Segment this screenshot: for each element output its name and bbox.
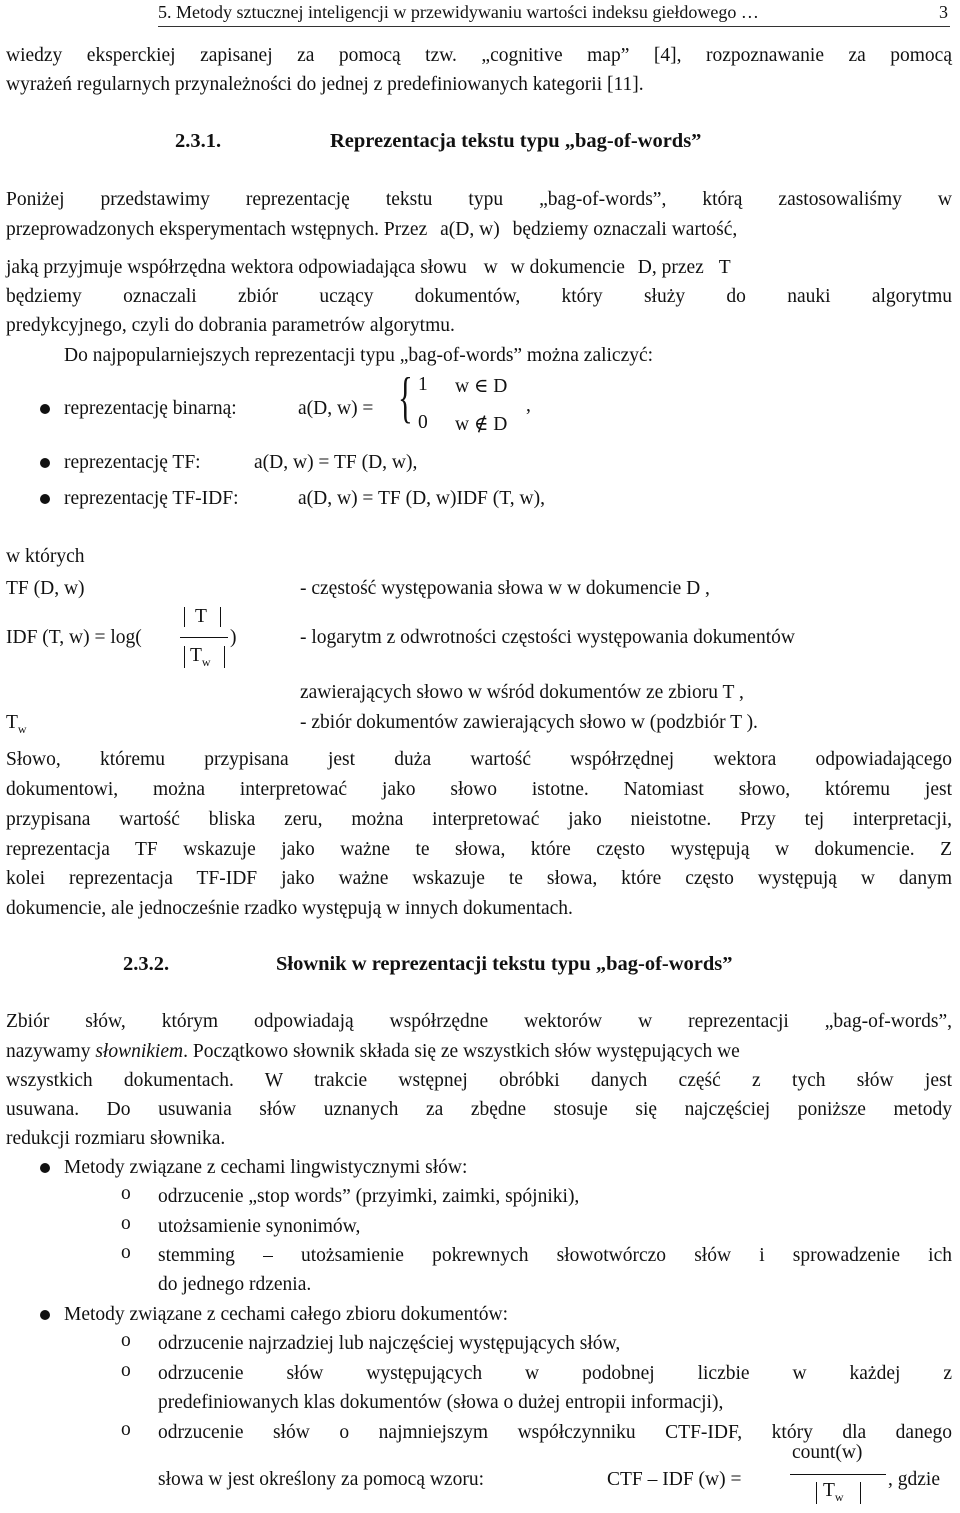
def-tf-symbol: TF (D, w)	[6, 578, 85, 599]
def-tw-symbol: $T_w$	[6, 712, 27, 736]
abs-bar	[220, 607, 221, 627]
case0-condition: w ∉ D	[455, 414, 508, 435]
sub-list-item: utożsamienie synonimów,	[158, 1216, 361, 1237]
body-line: dokumentowi, można interpretować jako słowo istotne. Natomiast słowo, któremu jest	[6, 779, 952, 800]
body-line: Zbiór słów, którym odpowiadają współrzędne wektorów w reprezentacji „bag-of-words”,	[6, 1011, 952, 1032]
sub-list-item: odrzucenie najrzadziej lub najczęściej występujących słów,	[158, 1333, 621, 1354]
body-line: będziemy oznaczali zbiór uczący dokumentów, który służy do nauki algorytmu	[6, 286, 952, 307]
def-tw-desc: - zbiór dokumentów zawierających słowo w (podzbiór T ).	[300, 712, 758, 733]
sub-list-item: słowa w jest określony za pomocą wzoru:	[158, 1469, 484, 1490]
abs-bar	[224, 646, 225, 668]
body-line: jaką przyjmuje współrzędna wektora odpowiadająca słowu w w dokumencie D, przez T	[6, 257, 731, 278]
fraction-bar	[180, 637, 228, 638]
body-line: wiedzy eksperckiej zapisanej za pomocą tzw. „cognitive map” [4], rozpoznawanie za pomocą	[6, 45, 952, 66]
sub-bullet-marker: o	[121, 1213, 131, 1234]
section-number: 2.3.2.	[123, 953, 170, 975]
case1-condition: w ∈ D	[455, 376, 508, 397]
header-title: 5. Metody sztucznej inteligencji w przewidywaniu wartości indeksu giełdowego …	[158, 2, 759, 22]
rep-binary-lhs: a(D, w) =	[298, 398, 374, 419]
bullet-icon	[40, 1163, 50, 1173]
rep-tf-label: reprezentację TF:	[64, 452, 201, 473]
body-line: przeprowadzonych eksperymentach wstępnych. Przez a(D, w) będziemy oznaczali wartość,	[6, 219, 738, 240]
sub-bullet-marker: o	[121, 1183, 131, 1204]
ctf-denominator: $T_w$	[823, 1480, 844, 1504]
rep-tfidf-label: reprezentację TF-IDF:	[64, 488, 239, 509]
running-header	[158, 0, 950, 27]
body-line: predykcyjnego, czyli do dobrania parametrów algorytmu.	[6, 315, 455, 336]
body-line: Do najpopularniejszych reprezentacji typu „bag-of-words” można zaliczyć:	[64, 345, 654, 366]
math-a-dw: a(D, w)	[440, 219, 500, 240]
ctf-tail: , gdzie	[888, 1469, 940, 1490]
sub-bullet-marker: o	[121, 1360, 131, 1381]
case0-value: 0	[418, 412, 428, 433]
term-slownik: słownikiem	[95, 1041, 184, 1062]
body-line: wyrażeń regularnych przynależności do jednej z predefiniowanych kategorii [11].	[6, 74, 644, 95]
idf-rparen: )	[230, 627, 237, 648]
sub-bullet-marker: o	[121, 1330, 131, 1351]
def-idf-desc2: zawierających słowo w wśród dokumentów ze zbioru T ,	[300, 682, 744, 703]
sub-bullet-marker: o	[121, 1419, 131, 1440]
body-line: przypisana wartość bliska zeru, można interpretować jako nieistotne. Przy tej interpretacji,	[6, 809, 952, 830]
sub-list-item: odrzucenie słów o najmniejszym współczynniku CTF-IDF, który dla danego	[158, 1422, 952, 1443]
section-title: Reprezentacja tekstu typu „bag-of-words”	[330, 130, 702, 152]
body-line: dokumencie, ale jednocześnie rzadko występują w innych dokumentach.	[6, 898, 573, 919]
sub-bullet-marker: o	[121, 1242, 131, 1263]
list-item: Metody związane z cechami lingwistycznymi słów:	[64, 1157, 468, 1178]
rep-binary-label: reprezentację binarną:	[64, 398, 237, 419]
abs-bar	[184, 646, 185, 668]
sub-list-item: stemming – utożsamienie pokrewnych słowotwórczo słów i sprowadzenie ich	[158, 1245, 952, 1266]
section-title: Słownik w reprezentacji tekstu typu „bag-of-words”	[276, 953, 733, 975]
rep-tf-formula: a(D, w) = TF (D, w),	[254, 452, 418, 473]
bullet-icon	[40, 1310, 50, 1320]
def-idf-lhs: IDF (T, w) = log(	[6, 627, 142, 648]
left-brace-icon: {	[398, 367, 413, 429]
bullet-icon	[40, 494, 50, 504]
abs-bar	[860, 1482, 861, 1504]
body-line: Słowo, któremu przypisana jest duża wartość współrzędnej wektora odpowiadającego	[6, 749, 952, 770]
sub-list-item: odrzucenie „stop words” (przyimki, zaimki, spójniki),	[158, 1186, 580, 1207]
abs-bar	[184, 607, 185, 627]
ctf-idf-lhs: CTF – IDF (w) =	[607, 1469, 742, 1490]
idf-numerator: T	[195, 606, 207, 627]
def-idf-desc: - logarytm z odwrotności częstości występowania dokumentów	[300, 627, 795, 648]
rep-tfidf-formula: a(D, w) = TF (D, w)IDF (T, w),	[298, 488, 545, 509]
body-line: nazywamy słownikiem. Początkowo słownik składa się ze wszystkich słów występujących we	[6, 1041, 740, 1062]
sub-list-item: odrzucenie słów występujących w podobnej liczbie w każdej z	[158, 1363, 952, 1384]
comma: ,	[526, 395, 531, 416]
def-tf-desc: - częstość występowania słowa w w dokumencie D ,	[300, 578, 710, 599]
body-line: wszystkich dokumentach. W trakcie wstępnej obróbki danych część z tych słów jest	[6, 1070, 952, 1091]
body-line: Poniżej przedstawimy reprezentację tekstu typu „bag-of-words”, którą zastosowaliśmy w	[6, 189, 952, 210]
body-line: usuwana. Do usuwania słów uznanych za zbędne stosuje się najczęściej poniższe metody	[6, 1099, 952, 1120]
bullet-icon	[40, 404, 50, 414]
abs-bar	[816, 1482, 817, 1504]
body-line: redukcji rozmiaru słownika.	[6, 1128, 226, 1149]
ctf-numerator: count(w)	[792, 1442, 863, 1463]
idf-denominator: $T_w$	[190, 645, 211, 669]
bullet-icon	[40, 458, 50, 468]
fraction-bar	[790, 1474, 886, 1475]
sub-list-item: do jednego rdzenia.	[158, 1274, 312, 1295]
section-number: 2.3.1.	[175, 130, 222, 152]
page-number: 3	[939, 2, 948, 22]
body-line: reprezentacja TF wskazuje jako ważne te słowa, które często występują w dokumencie. Z	[6, 839, 952, 860]
sub-list-item: predefiniowanych klas dokumentów (słowa o dużej entropii informacji),	[158, 1392, 724, 1413]
body-line: kolei reprezentacja TF-IDF jako ważne wskazuje te słowa, które często występują w danym	[6, 868, 952, 889]
defs-intro: w których	[6, 546, 85, 567]
case1-value: 1	[418, 374, 428, 395]
list-item: Metody związane z cechami całego zbioru dokumentów:	[64, 1304, 508, 1325]
